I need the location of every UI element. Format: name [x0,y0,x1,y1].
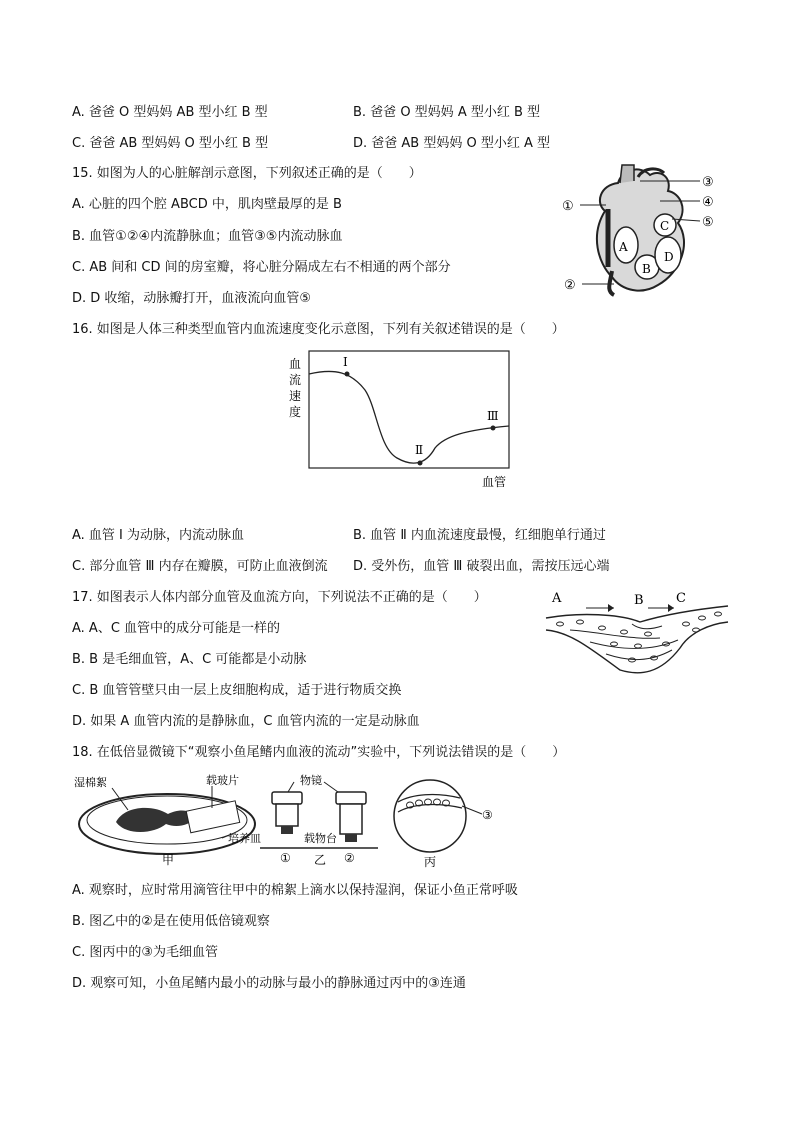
graph-xlabel: 血管 [482,475,507,489]
fig-label-yi: 乙 [314,853,327,867]
fig-label-wet-cotton: 湿棉絮 [74,776,107,789]
q14-option-d: D. 爸爸 AB 型妈妈 O 型小红 A 型 [353,136,551,151]
vessel-label-a: A [552,591,562,606]
heart-chamber-a: A [619,240,628,254]
q15-stem: 15. 如图为人的心脏解剖示意图，下列叙述正确的是（ ） [72,166,422,181]
fig-label-bing: 丙 [424,855,437,869]
q18-option-b: B. 图乙中的②是在使用低倍镜观察 [72,914,270,929]
q15-option-c: C. AB 间和 CD 间的房室瓣，将心脏分隔成左右不相通的两个部分 [72,260,451,275]
q16-option-b: B. 血管 Ⅱ 内血流速度最慢，红细胞单行通过 [353,528,606,543]
graph-ylabel-2: 流 [289,373,302,387]
q14-option-b: B. 爸爸 O 型妈妈 A 型小红 B 型 [353,105,541,120]
heart-label-4: ④ [702,195,714,210]
graph-ylabel-3: 速 [289,389,302,403]
q15-option-b: B. 血管①②④内流静脉血；血管③⑤内流动脉血 [72,229,343,244]
blood-vessel-diagram [540,588,732,680]
heart-chamber-d: D [664,250,674,264]
q17-option-c: C. B 血管管壁只由一层上皮细胞构成，适于进行物质交换 [72,683,402,698]
q16-option-c: C. 部分血管 Ⅲ 内存在瓣膜，可防止血液倒流 [72,559,328,574]
fish-tail-experiment-diagram [72,772,512,870]
q17-option-b: B. B 是毛细血管，A、C 可能都是小动脉 [72,652,307,667]
fig-label-slide: 载玻片 [206,774,239,787]
q18-option-d: D. 观察可知，小鱼尾鳍内最小的动脉与最小的静脉通过丙中的③连通 [72,976,466,991]
q16-option-d: D. 受外伤，血管 Ⅲ 破裂出血，需按压远心端 [353,559,610,574]
q17-option-a: A. A、C 血管中的成分可能是一样的 [72,621,281,636]
q17-stem: 17. 如图表示人体内部分血管及血流方向，下列说法不正确的是（ ） [72,590,487,605]
fig-label-stage: 载物台 [304,832,337,845]
q15-option-d: D. D 收缩，动脉瓣打开，血液流向血管⑤ [72,291,312,306]
heart-label-5: ⑤ [702,215,714,230]
heart-chamber-c: C [660,219,670,233]
heart-label-1: ① [562,199,574,214]
fig-label-jia: 甲 [162,853,175,867]
q17-option-d: D. 如果 A 血管内流的是静脉血，C 血管内流的一定是动脉血 [72,714,420,729]
q16-option-a: A. 血管 Ⅰ 为动脉，内流动脉血 [72,528,245,543]
heart-chamber-b: B [642,262,651,276]
fig-label-c1: ① [280,851,291,865]
heart-label-3: ③ [702,175,714,190]
vessel-label-b: B [634,593,644,608]
q16-stem: 16. 如图是人体三种类型血管内血流速度变化示意图，下列有关叙述错误的是（ ） [72,322,565,337]
q15-option-a: A. 心脏的四个腔 ABCD 中，肌肉壁最厚的是 B [72,197,342,212]
graph-point-2: Ⅱ [415,443,424,457]
q18-option-c: C. 图丙中的③为毛细血管 [72,945,218,960]
blood-flow-speed-graph [285,348,525,493]
fig-label-c2: ② [344,851,355,865]
graph-point-1: Ⅰ [343,355,348,369]
vessel-label-c: C [676,591,686,606]
graph-point-3: Ⅲ [487,409,499,423]
fig-label-dish: 培养皿 [228,832,261,845]
graph-ylabel-4: 度 [289,405,302,419]
q18-stem: 18. 在低倍显微镜下“观察小鱼尾鳍内血液的流动”实验中，下列说法错误的是（ ） [72,745,566,760]
q14-option-a: A. 爸爸 O 型妈妈 AB 型小红 B 型 [72,105,268,120]
heart-label-2: ② [564,278,576,293]
fig-label-c3: ③ [482,808,493,822]
heart-diagram [560,163,725,303]
fig-label-objective: 物镜 [300,774,322,787]
q14-option-c: C. 爸爸 AB 型妈妈 O 型小红 B 型 [72,136,269,151]
graph-ylabel-1: 血 [289,357,302,371]
q18-option-a: A. 观察时，应时常用滴管往甲中的棉絮上滴水以保持湿润，保证小鱼正常呼吸 [72,883,518,898]
